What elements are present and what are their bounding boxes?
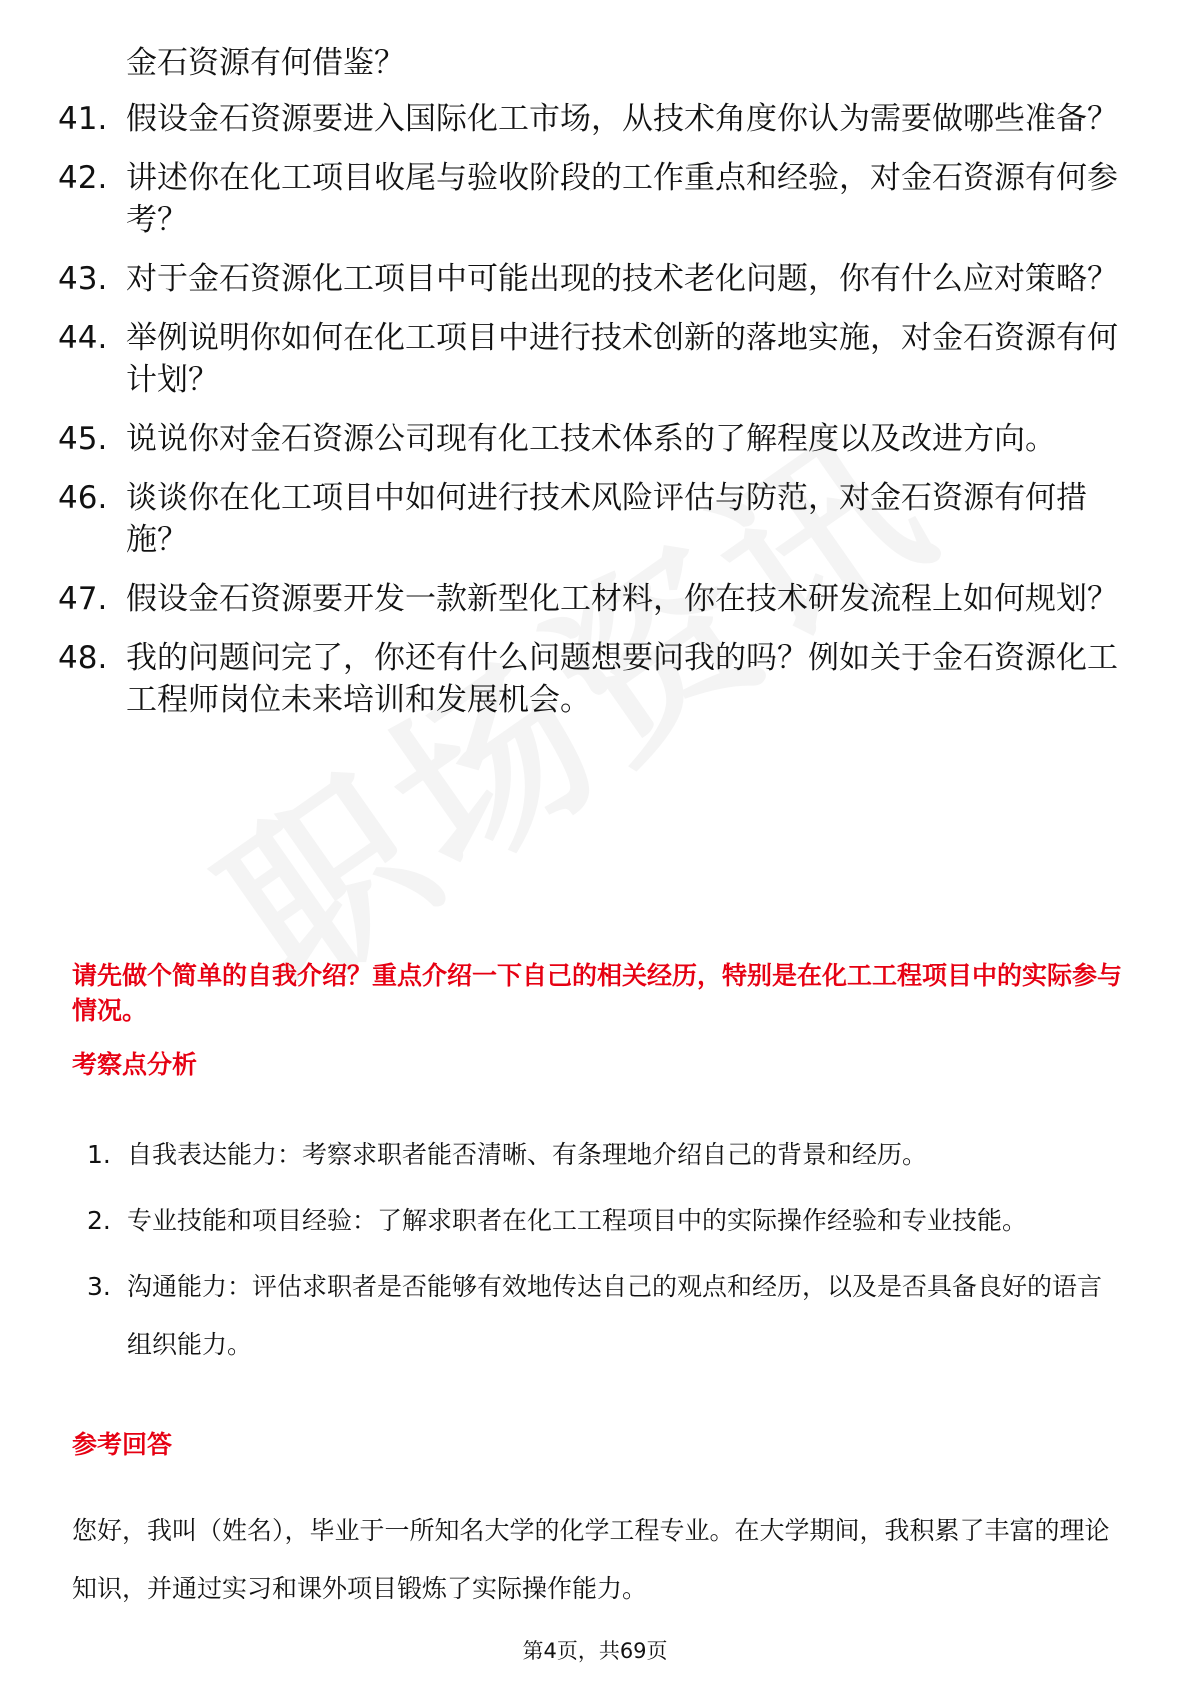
question-item-45 [58, 418, 1118, 460]
reference-answer-text: 您好，我叫（姓名），毕业于一所知名大学的化学工程专业。在大学期间，我积累了丰富的理论知识，并通过实习和课外项目锻炼了实际操作能力。 [72, 1516, 1110, 1603]
question-text: 说说你对金石资源公司现有化工技术体系的了解程度以及改进方向。 [126, 421, 1056, 457]
question-number: 48. [58, 640, 108, 676]
question-number: 43. [58, 261, 108, 297]
question-text: 假设金石资源要进入国际化工市场，从技术角度你认为需要做哪些准备？ [126, 101, 1118, 137]
analysis-item-number: 1. [87, 1140, 111, 1169]
question-text: 举例说明你如何在化工项目中进行技术创新的落地实施，对金石资源有何计划？ [126, 320, 1118, 398]
question-number: 45. [58, 421, 108, 457]
analysis-item-number: 3. [87, 1272, 111, 1301]
analysis-list [72, 1126, 1122, 1382]
question-number: 41. [58, 101, 108, 137]
question-text: 金石资源有何借鉴？ [126, 45, 405, 81]
question-item-41 [58, 98, 1118, 140]
question-item-42 [58, 157, 1118, 241]
analysis-item [72, 1258, 1122, 1374]
analysis-title: 考察点分析 [72, 1050, 198, 1079]
question-text: 对于金石资源化工项目中可能出现的技术老化问题，你有什么应对策略？ [126, 261, 1118, 297]
question-list [58, 42, 1118, 738]
question-item-47 [58, 578, 1118, 620]
question-text: 假设金石资源要开发一款新型化工材料，你在技术研发流程上如何规划？ [126, 581, 1118, 617]
analysis-item-number: 2. [87, 1206, 111, 1235]
question-item-44 [58, 317, 1118, 401]
question-number: 47. [58, 581, 108, 617]
question-item-43 [58, 258, 1118, 300]
reference-answer-title: 参考回答 [72, 1430, 173, 1459]
question-item-48 [58, 637, 1118, 721]
analysis-item [72, 1192, 1122, 1250]
question-text: 我的问题问完了，你还有什么问题想要问我的吗？例如关于金石资源化工工程师岗位未来培训和发展机会。 [126, 640, 1118, 718]
question-item-40-continuation [58, 42, 1118, 84]
question-item-46 [58, 477, 1118, 561]
analysis-item-text: 自我表达能力：考察求职者能否清晰、有条理地介绍自己的背景和经历。 [127, 1140, 928, 1169]
page-number-footer: 第4页，共69页 [522, 1639, 668, 1663]
analysis-item-text: 沟通能力：评估求职者是否能够有效地传达自己的观点和经历，以及是否具备良好的语言组织能力。 [127, 1272, 1103, 1359]
question-number: 42. [58, 160, 108, 196]
question-number: 44. [58, 320, 108, 356]
analysis-item-text: 专业技能和项目经验：了解求职者在化工工程项目中的实际操作经验和专业技能。 [127, 1206, 1028, 1235]
analysis-item [72, 1126, 1122, 1184]
question-number: 46. [58, 480, 108, 516]
question-text: 讲述你在化工项目收尾与验收阶段的工作重点和经验，对金石资源有何参考？ [126, 160, 1118, 238]
focus-question-heading: 请先做个简单的自我介绍？重点介绍一下自己的相关经历，特别是在化工工程项目中的实际参与情况。 [72, 961, 1123, 1025]
question-text: 谈谈你在化工项目中如何进行技术风险评估与防范，对金石资源有何措施？ [126, 480, 1087, 558]
